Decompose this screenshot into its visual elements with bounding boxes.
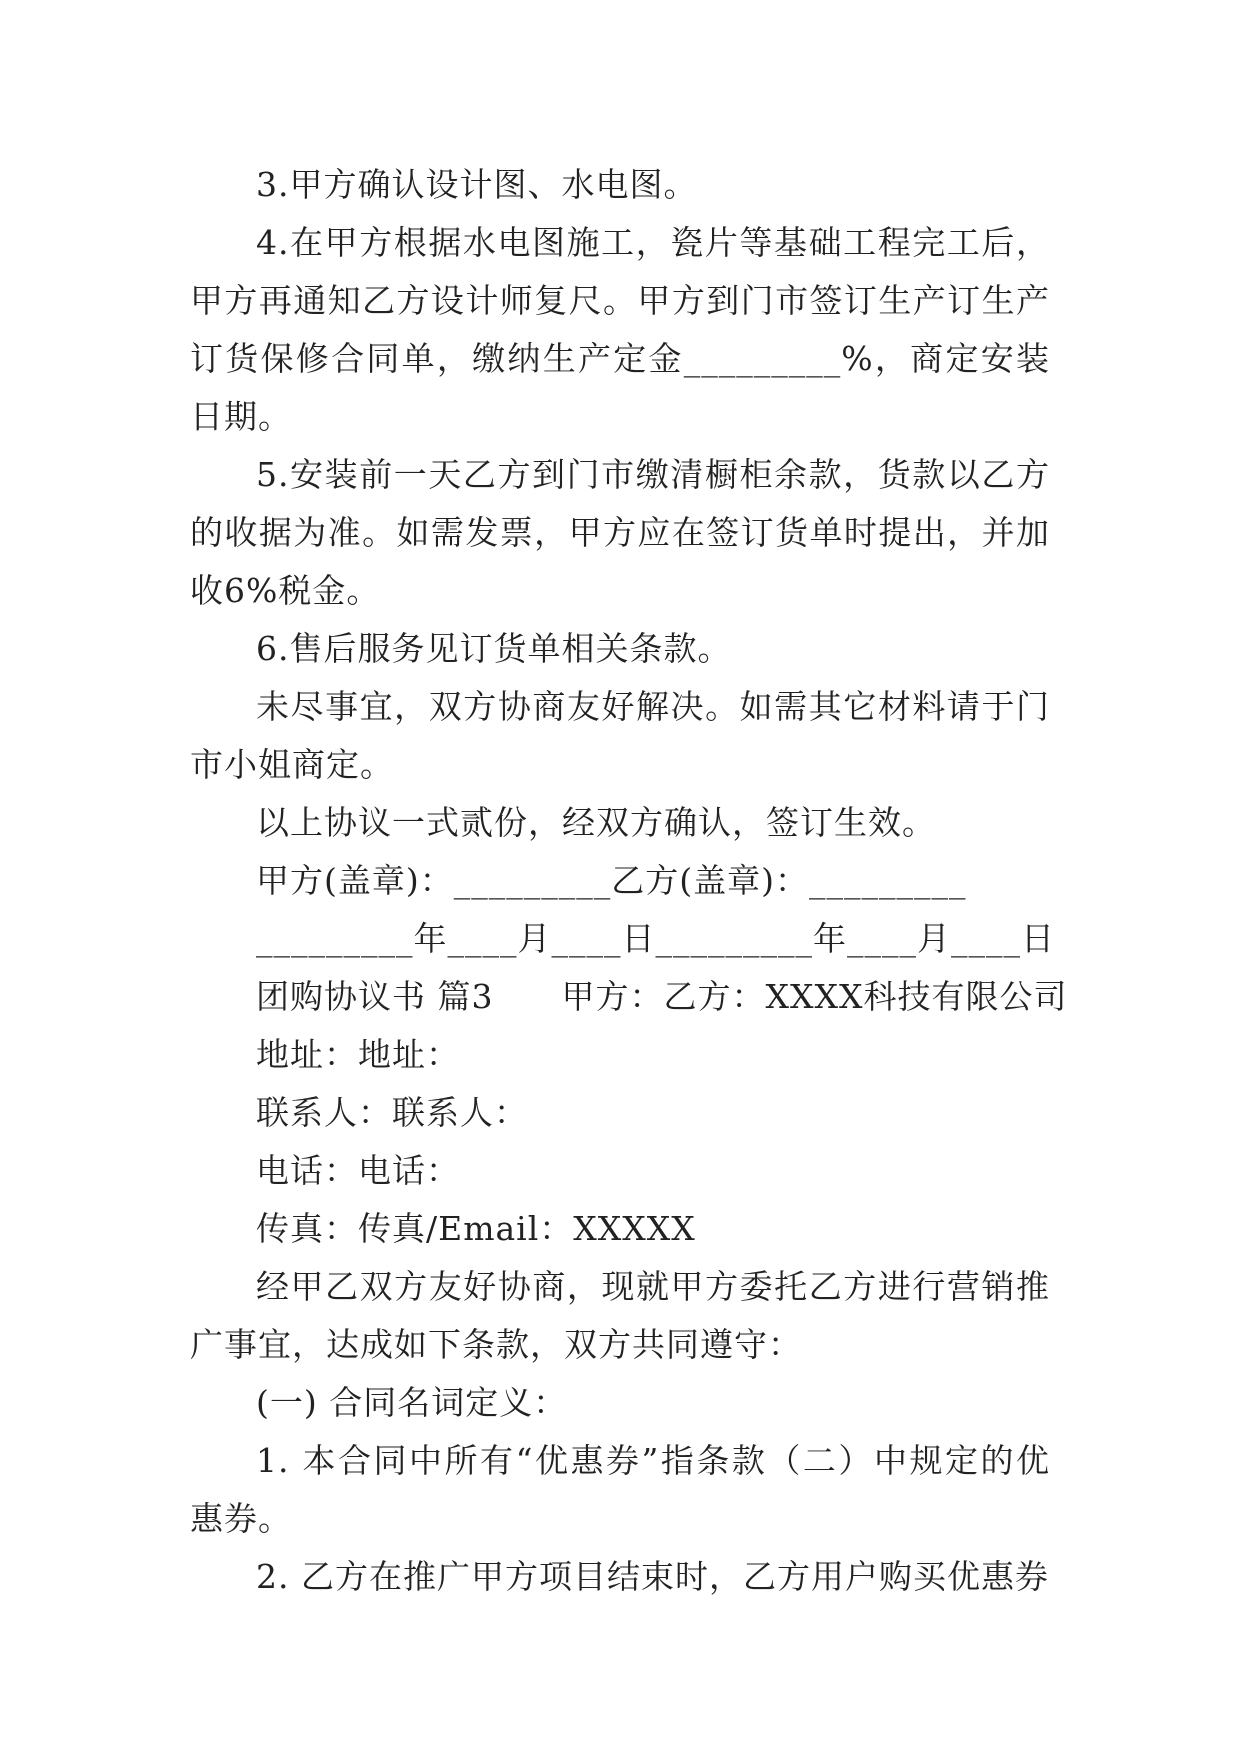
contact-phone: 电话：电话：: [256, 1151, 460, 1190]
paragraph-unresolved-matters: 未尽事宜，双方协商友好解决。如需其它材料请于门市小姐商定。: [190, 687, 1050, 784]
document-page: [190, 156, 1068, 1606]
contact-person: 联系人：联系人：: [256, 1093, 528, 1132]
contact-address: 地址：地址：: [256, 1035, 460, 1074]
contact-fax-email: 传真：传真/Email：XXXXX: [256, 1209, 696, 1248]
body-paragraph-item-2: 2. 乙方在推广甲方项目结束时，乙方用户购买优惠券: [256, 1557, 1049, 1596]
paragraph-item-5: 5.安装前一天乙方到门市缴清橱柜余款，货款以乙方的收据为准。如需发票，甲方应在签订货单时提出，并加收6%税金。: [190, 455, 1050, 610]
signature-line: 甲方(盖章)：_________乙方(盖章)：_________: [256, 861, 967, 900]
paragraph-item-4: 4.在甲方根据水电图施工，瓷片等基础工程完工后，甲方再通知乙方设计师复尺。甲方到门市签订生产订生产订货保修合同单，缴纳生产定金_________%，商定安装日期。: [190, 223, 1050, 436]
body-paragraph-intro: 经甲乙双方友好协商，现就甲方委托乙方进行营销推广事宜，达成如下条款，双方共同遵守：: [190, 1267, 1050, 1364]
date-line: _________年____月____日_________年____月____日: [256, 919, 1055, 958]
body-paragraph-item-1: 1. 本合同中所有“优惠券”指条款（二）中规定的优惠券。: [190, 1441, 1050, 1538]
paragraph-item-6: 6.售后服务见订货单相关条款。: [256, 629, 732, 668]
body-paragraph-definitions-heading: (一) 合同名词定义：: [256, 1383, 568, 1422]
paragraph-item-3: 3.甲方确认设计图、水电图。: [256, 165, 698, 204]
paragraph-agreement-copies: 以上协议一式贰份，经双方确认，签订生效。: [256, 803, 936, 842]
section-header: 团购协议书 篇3 甲方：乙方：XXXX科技有限公司: [256, 977, 1068, 1016]
